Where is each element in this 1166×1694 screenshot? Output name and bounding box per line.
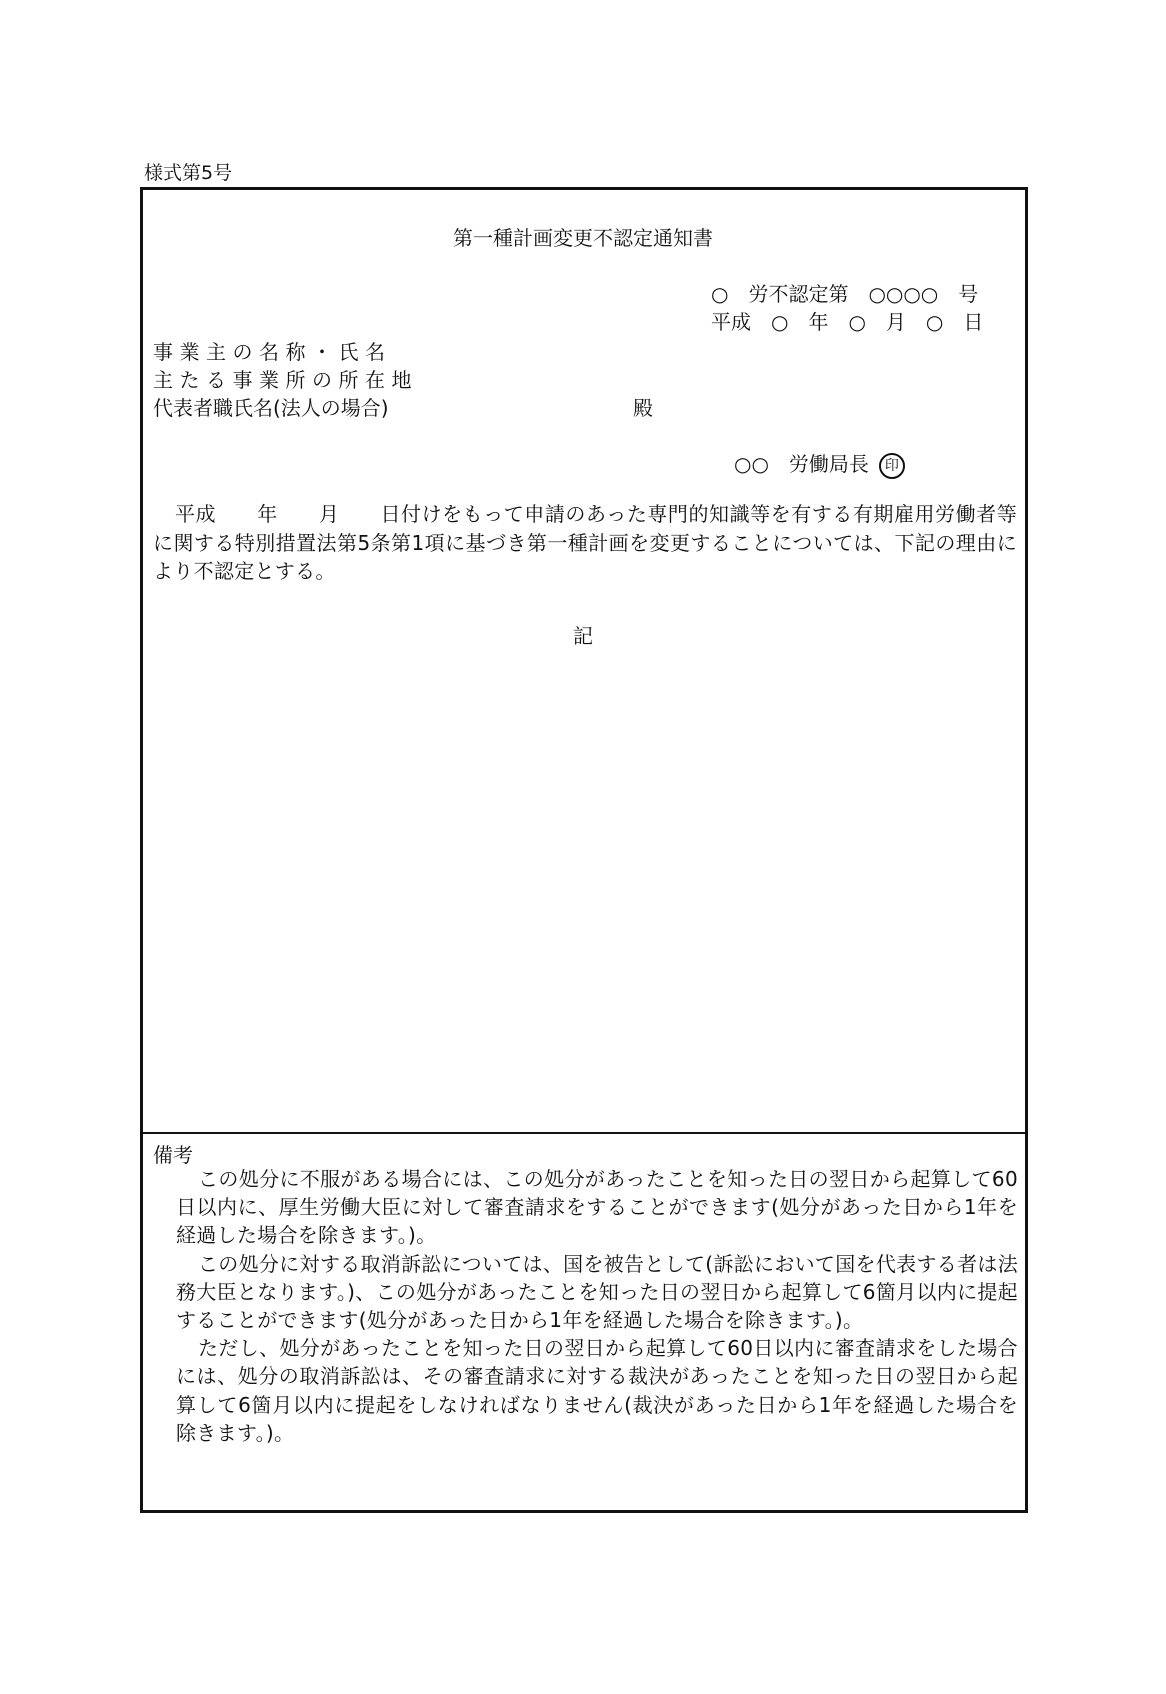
- remarks-label: 備考: [153, 1143, 193, 1167]
- remarks-text: [176, 1165, 1018, 1447]
- ki-heading: 記: [573, 624, 593, 648]
- addressee-name-label: 事業主の名称・氏名: [153, 340, 392, 364]
- honorific: 殿: [633, 396, 653, 420]
- addressee-address-label: 主たる事業所の所在地: [153, 368, 418, 392]
- addressee-representative-label: 代表者職氏名(法人の場合): [153, 396, 389, 420]
- remarks-paragraph: ただし、処分があったことを知った日の翌日から起算して60日以内に審査請求をした場合には、処分の取消訴訟は、その審査請求に対する裁決があったことを知った日の翌日から起算して6箇月以内に提起をしなければなりません(裁決があった日から1年を経過した場合を除きます。)。: [176, 1336, 1018, 1445]
- document-title: 第一種計画変更不認定通知書: [453, 226, 713, 250]
- seal-mark: 印: [879, 453, 905, 479]
- issuer: ○○ 労働局長: [734, 452, 869, 476]
- form-number: 様式第5号: [144, 162, 233, 184]
- remarks-paragraph: この処分に不服がある場合には、この処分があったことを知った日の翌日から起算して60日以内に、厚生労働大臣に対して審査請求をすることができます(処分があった日から1年を経過した場合を除きます。)。: [176, 1167, 1018, 1248]
- remarks-paragraph: この処分に対する取消訴訟については、国を被告として(訴訟において国を代表する者は法務大臣となります。)、この処分があったことを知った日の翌日から起算して6箇月以内に提起することができます(処分があった日から1年を経過した場合を除きます。)。: [176, 1251, 1018, 1333]
- notice-number: ○ 労不認定第 ○○○○ 号: [711, 282, 979, 306]
- notice-body-text: 平成 年 月 日付けをもって申請のあった専門的知識等を有する有期雇用労働者等に関する特別措置法第5条第1項に基づき第一種計画を変更することについては、下記の理由により不認定とする。: [153, 502, 1017, 583]
- notice-date: 平成 ○ 年 ○ 月 ○ 日: [711, 310, 984, 334]
- issuer-line: [734, 448, 905, 479]
- notice-body: [153, 500, 1017, 586]
- remarks-divider: [140, 1132, 1028, 1134]
